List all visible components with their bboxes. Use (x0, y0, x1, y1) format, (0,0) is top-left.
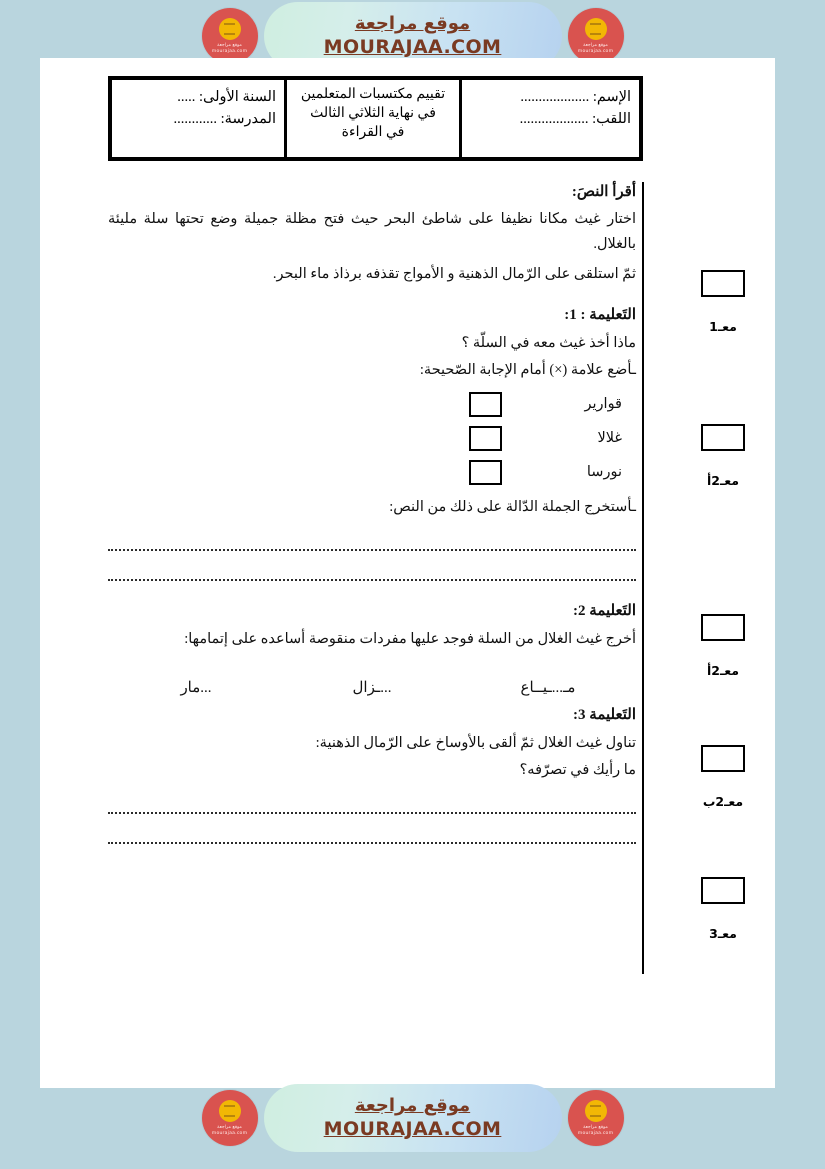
choice-label-0: قوارير (584, 395, 622, 412)
book-mark-icon (219, 1100, 241, 1122)
answer-line[interactable] (108, 826, 636, 844)
logo-sub-arabic: موقع مراجعة (583, 42, 608, 48)
student-name-field[interactable]: الإسم: ................... (520, 89, 631, 105)
logo-sub-url: mourajaa.com (577, 1130, 614, 1136)
logo-sub-arabic: موقع مراجعة (217, 42, 242, 48)
mark-score-box-2[interactable] (701, 614, 745, 641)
banner-arabic-title: موقع مراجعة (354, 13, 471, 35)
fill-blank-words (108, 678, 636, 697)
blank-word-2[interactable]: ...مار (180, 680, 212, 697)
site-logo-icon-right (568, 1090, 624, 1146)
site-logo-icon-left (202, 1090, 258, 1146)
choice-checkbox-2[interactable] (469, 460, 502, 485)
mark-item-3 (678, 745, 768, 809)
bottom-watermark-banner (0, 1082, 825, 1154)
blank-word-1[interactable]: ...ـزال (352, 680, 392, 697)
mark-item-2 (678, 614, 768, 678)
banner-url: MOURAJAA.COM (323, 35, 502, 58)
read-text-heading: أقرأ النصَ: (571, 184, 636, 200)
mark-label-2: معـ2أ (706, 663, 740, 678)
answer-line[interactable] (108, 533, 636, 551)
marks-column-divider (642, 182, 644, 974)
instruction-1-heading: التَعليمة : 1: (564, 307, 636, 324)
book-mark-icon (585, 18, 607, 40)
choice-row (108, 392, 622, 417)
instruction-2-heading: التَعليمة 2: (573, 602, 636, 619)
identity-cell-student (459, 80, 639, 157)
instruction-1-extract-directive: ـأستخرج الجملة الدّالة على ذلك من النص: (389, 498, 636, 515)
logo-sub-arabic: موقع مراجعة (217, 1124, 242, 1130)
mark-item-0 (678, 270, 768, 334)
school-year-field[interactable]: السنة الأولى: ..... (177, 89, 276, 105)
choice-checkbox-0[interactable] (469, 392, 502, 417)
reading-paragraph-2: ثمّ استلقى على الرّمال الذهنية و الأمواج تقذفه برذاذ ماء البحر. (272, 265, 636, 282)
instruction-3-heading: التَعليمة 3: (573, 707, 636, 724)
instruction-1-question: ماذا أخذ غيث معه في السلّة ؟ (461, 335, 636, 352)
logo-sub-arabic: موقع مراجعة (583, 1124, 608, 1130)
instruction-3-text: تناول غيث الغلال ثمّ ألقى بالأوساخ على الرّمال الذهنية: (315, 735, 636, 752)
mark-item-4 (678, 877, 768, 941)
assessment-title-line1: تقييم مكتسبات المتعلمين (300, 87, 446, 102)
banner-pill (211, 1084, 614, 1152)
choice-row (108, 460, 622, 485)
logo-sub-url: mourajaa.com (211, 48, 248, 54)
mark-label-4: معـ3 (709, 926, 737, 941)
mark-score-box-4[interactable] (701, 877, 745, 904)
site-logo-icon-left (202, 8, 258, 64)
answer-line[interactable] (108, 796, 636, 814)
student-surname-field[interactable]: اللقب: ................... (519, 111, 631, 128)
identity-table (108, 76, 643, 161)
assessment-title-line3: في القراءة (341, 124, 405, 140)
banner-url: MOURAJAA.COM (323, 1117, 502, 1140)
instruction-3-question: ما رأيك في تصرّفه؟ (519, 762, 636, 779)
mark-label-3: معـ2ب (702, 794, 744, 809)
mark-score-box-0[interactable] (701, 270, 745, 297)
mark-score-box-1[interactable] (701, 424, 745, 451)
mark-label-1: معـ2أ (706, 473, 740, 488)
book-mark-icon (585, 1100, 607, 1122)
blank-word-0[interactable]: مـ...ـيــاع (520, 680, 576, 697)
choice-checkbox-1[interactable] (469, 426, 502, 451)
worksheet-body (108, 182, 636, 844)
mark-score-box-3[interactable] (701, 745, 745, 772)
mark-item-1 (678, 424, 768, 488)
choice-list (108, 392, 622, 485)
reading-paragraph-1: اختار غيث مكانا نظيفا على شاطئ البحر حيث فتح مظلة جميلة وضع تحتها سلة مليئة بالغلال. (108, 211, 636, 253)
identity-cell-school (112, 80, 284, 157)
banner-arabic-title: موقع مراجعة (354, 1095, 471, 1117)
choice-label-1: غلالا (597, 429, 622, 446)
instruction-2-text: أخرج غيث الغلال من السلة فوجد عليها مفردات منقوصة أساعده على إتمامها: (184, 630, 636, 647)
identity-cell-title (284, 80, 459, 157)
choice-label-2: نورسا (586, 463, 622, 480)
school-name-field[interactable]: المدرسة: ............ (173, 111, 276, 128)
site-logo-icon-right (568, 8, 624, 64)
mark-label-0: معـ1 (709, 319, 737, 334)
book-mark-icon (219, 18, 241, 40)
assessment-title-line2: في نهاية الثلاثي الثالث (310, 105, 436, 121)
logo-sub-url: mourajaa.com (211, 1130, 248, 1136)
answer-line[interactable] (108, 563, 636, 581)
logo-sub-url: mourajaa.com (577, 48, 614, 54)
choice-row (108, 426, 622, 451)
instruction-1-directive: ـأضع علامة (×) أمام الإجابة الصّحيحة: (419, 361, 636, 378)
